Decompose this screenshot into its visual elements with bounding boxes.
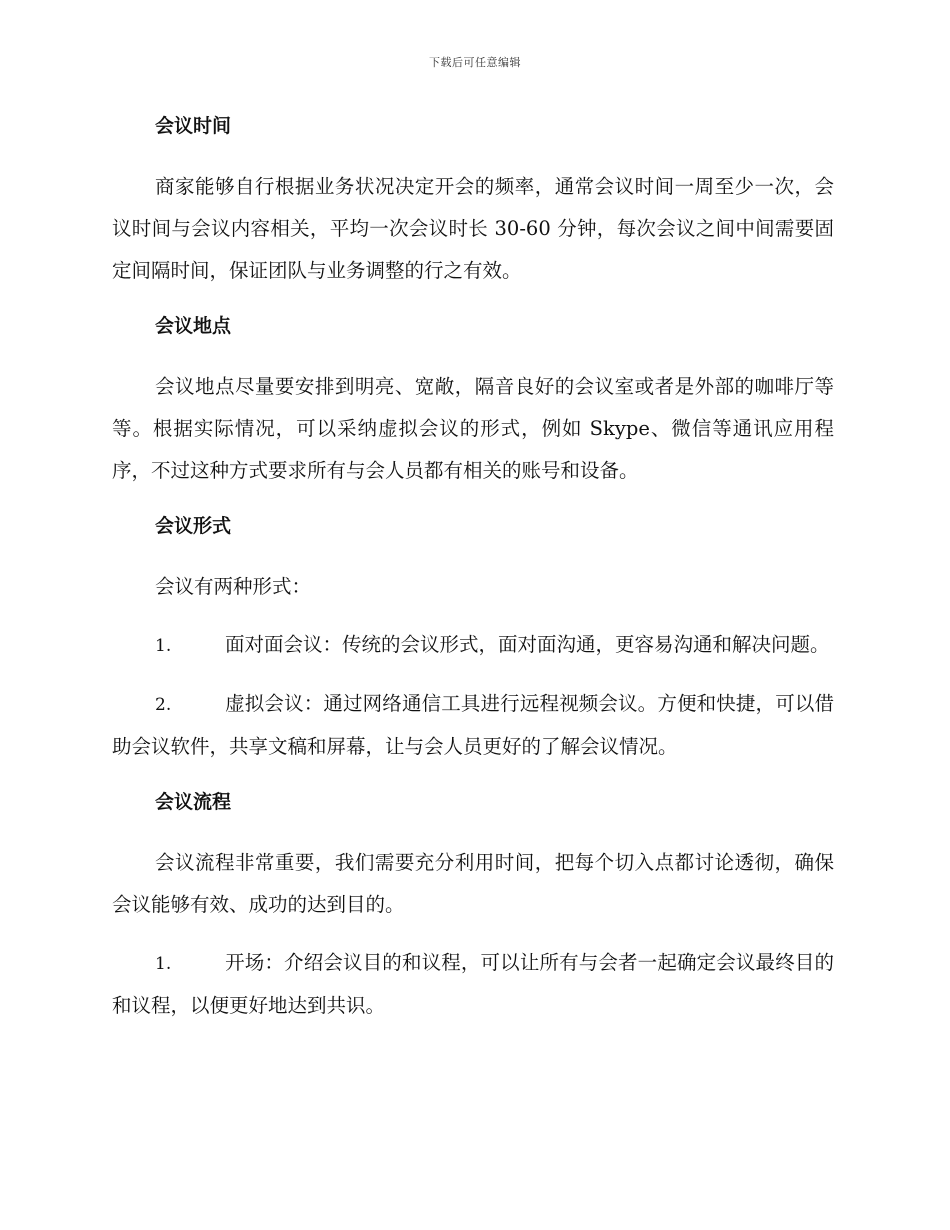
section-meeting-process	[112, 784, 834, 1027]
body-paragraph: 会议地点尽量要安排到明亮、宽敞，隔音良好的会议室或者是外部的咖啡厅等等。根据实际情况，可以采纳虚拟会议的形式，例如 Skype、微信等通讯应用程序，不过这种方式要求所有与会人员都有相关的账号和设备。	[112, 375, 834, 482]
list-item	[112, 624, 834, 667]
list-item	[112, 942, 834, 1027]
section-meeting-format	[112, 508, 834, 784]
section-heading: 会议时间	[155, 115, 232, 137]
list-number: 2.	[155, 695, 172, 715]
list-text: 面对面会议：传统的会议形式，面对面沟通，更容易沟通和解决问题。	[225, 633, 830, 656]
section-heading: 会议地点	[155, 315, 232, 337]
list-text: 开场：介绍会议目的和议程，可以让所有与会者一起确定会议最终目的和议程，以便更好地达到共识。	[112, 951, 834, 1017]
list-number: 1.	[155, 954, 172, 974]
list-item	[112, 683, 834, 768]
section-heading: 会议流程	[155, 791, 232, 813]
body-paragraph: 商家能够自行根据业务状况决定开会的频率，通常会议时间一周至少一次，会议时间与会议内容相关，平均一次会议时长 30-60 分钟，每次会议之间中间需要固定间隔时间，保证团队与业务调整的行之有效。	[112, 175, 834, 282]
document-body	[112, 108, 834, 1027]
list-text: 虚拟会议：通过网络通信工具进行远程视频会议。方便和快捷，可以借助会议软件，共享文稿和屏幕，让与会人员更好的了解会议情况。	[112, 692, 834, 758]
body-paragraph: 会议流程非常重要，我们需要充分利用时间，把每个切入点都讨论透彻，确保会议能够有效、成功的达到目的。	[112, 851, 834, 916]
section-meeting-location	[112, 308, 834, 508]
section-heading: 会议形式	[155, 515, 232, 537]
page-header-note: 下载后可任意编辑	[429, 56, 521, 69]
body-paragraph: 会议有两种形式：	[155, 575, 312, 598]
section-meeting-time	[112, 108, 834, 308]
list-number: 1.	[155, 636, 172, 656]
